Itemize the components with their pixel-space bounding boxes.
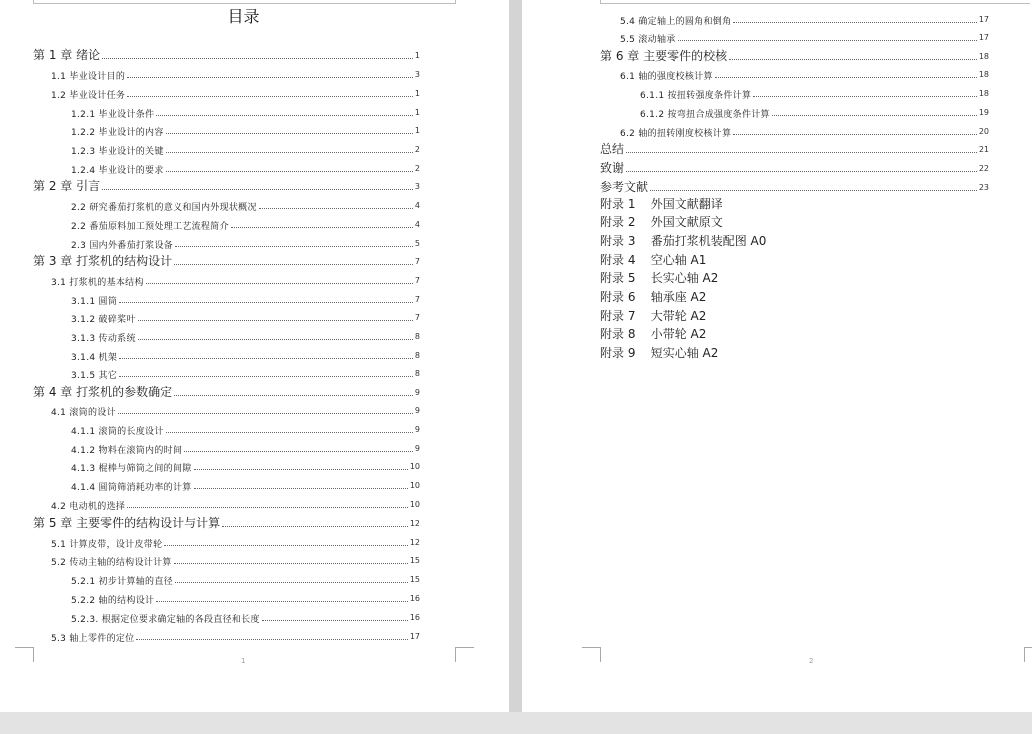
toc-entry-title: 5.2 传动主轴的结构设计计算 xyxy=(51,558,172,568)
toc-entry[interactable] xyxy=(71,419,420,437)
toc-entry-title: 4.1 滚筒的设计 xyxy=(51,408,116,418)
toc-page-number: 10 xyxy=(409,500,420,509)
page-number: 2 xyxy=(809,657,814,665)
toc-entry[interactable] xyxy=(33,382,420,400)
toc-entry[interactable] xyxy=(51,532,420,550)
toc-dot-leader xyxy=(733,134,976,135)
toc-entry[interactable] xyxy=(620,121,989,139)
appendix-item[interactable]: 附录 4 空心轴 A1 xyxy=(600,253,707,267)
toc-page-number: 2 xyxy=(414,145,420,154)
toc-dot-leader xyxy=(156,115,413,116)
toc-entry-title: 1.2 毕业设计任务 xyxy=(51,91,126,101)
toc-entry[interactable] xyxy=(71,326,420,344)
toc-dot-leader xyxy=(194,469,408,470)
toc-page-number: 20 xyxy=(978,127,989,136)
toc-entry[interactable] xyxy=(620,27,989,45)
toc-dot-leader xyxy=(119,358,413,359)
page-number: 1 xyxy=(241,657,246,665)
toc-entry[interactable] xyxy=(33,251,420,269)
toc-dot-leader xyxy=(138,320,413,321)
toc-entry-title: 第 4 章 打浆机的参数确定 xyxy=(33,385,173,399)
page-gap xyxy=(509,0,522,712)
toc-entry-title: 5.2.1 初步计算轴的直径 xyxy=(71,577,173,587)
toc-page-number: 7 xyxy=(414,313,420,322)
toc-entry-title: 5.5 滚动轴承 xyxy=(620,35,676,45)
toc-entry-title: 总结 xyxy=(600,142,625,156)
toc-dot-leader xyxy=(166,152,413,153)
toc-dot-leader xyxy=(127,507,408,508)
toc-dot-leader xyxy=(156,601,407,602)
toc-entry-title: 第 1 章 绪论 xyxy=(33,48,101,62)
toc-entry-title: 第 3 章 打浆机的结构设计 xyxy=(33,254,173,268)
toc-entry[interactable] xyxy=(600,158,989,176)
toc-entry[interactable] xyxy=(51,550,420,568)
toc-entry-title: 5.2.3. 根据定位要求确定轴的各段直径和长度 xyxy=(71,615,260,625)
toc-entry-title: 5.1 计算皮带，设计皮带轮 xyxy=(51,540,163,550)
toc-dot-leader xyxy=(626,152,977,153)
toc-entry-title: 3.1 打浆机的基本结构 xyxy=(51,278,144,288)
toc-entry[interactable] xyxy=(33,176,420,194)
toc-entry[interactable] xyxy=(71,214,420,232)
appendix-item[interactable]: 附录 2 外国文献原文 xyxy=(600,215,723,229)
crop-mark-bottom-left xyxy=(582,647,601,662)
toc-entry-title: 1.2.4 毕业设计的要求 xyxy=(71,166,164,176)
toc-entry-title: 4.1.4 圆筒筛消耗功率的计算 xyxy=(71,483,192,493)
toc-entry-title: 4.2 电动机的选择 xyxy=(51,502,126,512)
toc-entry[interactable] xyxy=(51,626,420,644)
toc-page-number: 1 xyxy=(414,126,420,135)
toc-entry[interactable] xyxy=(620,64,989,82)
toc-page-number: 12 xyxy=(409,519,420,528)
toc-entry-title: 2.2 番茄原料加工预处理工艺流程简介 xyxy=(71,222,229,232)
header-tick xyxy=(600,0,601,4)
toc-entry[interactable] xyxy=(71,569,420,587)
toc-entry[interactable] xyxy=(71,588,420,606)
toc-dot-leader xyxy=(146,283,413,284)
toc-entry[interactable] xyxy=(71,438,420,456)
toc-entry-title: 4.1.3 棍棒与筛筒之间的间隙 xyxy=(71,464,192,474)
toc-dot-leader xyxy=(166,133,413,134)
toc-entry[interactable] xyxy=(71,195,420,213)
toc-dot-leader xyxy=(231,227,413,228)
toc-dot-leader xyxy=(166,171,413,172)
appendix-item[interactable]: 附录 8 小带轮 A2 xyxy=(600,327,707,341)
toc-page-number: 7 xyxy=(414,276,420,285)
toc-entry[interactable] xyxy=(71,120,420,138)
toc-page-number: 1 xyxy=(414,89,420,98)
toc-entry[interactable] xyxy=(71,158,420,176)
toc-entry-title: 参考文献 xyxy=(600,180,649,194)
toc-entry-title: 4.1.2 物料在滚筒内的时间 xyxy=(71,446,183,456)
toc-dot-leader xyxy=(102,189,413,190)
toc-page-number: 21 xyxy=(978,145,989,154)
toc-page-number: 18 xyxy=(978,52,989,61)
toc-dot-leader xyxy=(164,545,407,546)
toc-page-number: 16 xyxy=(409,594,420,603)
toc-entry[interactable] xyxy=(71,345,420,363)
toc-entry-title: 6.1 轴的强度校核计算 xyxy=(620,72,713,82)
toc-entry[interactable] xyxy=(71,102,420,120)
toc-dot-leader xyxy=(175,582,408,583)
toc-entry[interactable] xyxy=(51,83,420,101)
toc-entry-title: 2.2 研究番茄打浆机的意义和国内外现状概况 xyxy=(71,203,257,213)
toc-title: 目录 xyxy=(227,7,260,26)
toc-dot-leader xyxy=(174,395,413,396)
toc-page-number: 17 xyxy=(409,632,420,641)
toc-dot-leader xyxy=(138,339,413,340)
crop-mark-bottom-left xyxy=(15,647,34,662)
toc-entry[interactable] xyxy=(600,139,989,157)
header-rule xyxy=(600,3,1030,4)
toc-entry[interactable] xyxy=(71,475,420,493)
toc-page-number: 18 xyxy=(978,89,989,98)
toc-page-number: 17 xyxy=(978,15,989,24)
toc-dot-leader xyxy=(127,96,413,97)
toc-dot-leader xyxy=(650,190,977,191)
toc-entry-title: 1.1 毕业设计目的 xyxy=(51,72,126,82)
toc-entry-title: 5.2.2 轴的结构设计 xyxy=(71,596,155,606)
toc-page-number: 8 xyxy=(414,332,420,341)
toc-page-number: 3 xyxy=(414,182,420,191)
toc-entry[interactable] xyxy=(600,46,989,64)
appendix-item[interactable]: 附录 5 长实心轴 A2 xyxy=(600,271,719,285)
toc-entry[interactable] xyxy=(600,177,989,195)
toc-dot-leader xyxy=(678,40,977,41)
toc-dot-leader xyxy=(175,246,413,247)
toc-entry-title: 6.1.1 按扭转强度条件计算 xyxy=(640,91,752,101)
toc-entry-title: 2.3 国内外番茄打浆设备 xyxy=(71,241,174,251)
toc-entry-title: 3.1.1 圆筒 xyxy=(71,297,118,307)
toc-dot-leader xyxy=(259,208,413,209)
toc-page-number: 9 xyxy=(414,444,420,453)
appendix-item[interactable]: 附录 3 番茄打浆机装配图 A0 xyxy=(600,234,767,248)
toc-entry-title: 3.1.2 破碎桨叶 xyxy=(71,315,136,325)
toc-page-number: 10 xyxy=(409,481,420,490)
toc-dot-leader xyxy=(715,77,977,78)
toc-dot-leader xyxy=(184,451,413,452)
toc-entry-title: 5.3 轴上零件的定位 xyxy=(51,634,135,644)
toc-page-number: 8 xyxy=(414,351,420,360)
toc-page-number: 7 xyxy=(414,295,420,304)
appendix-item[interactable]: 附录 1 外国文献翻译 xyxy=(600,197,723,211)
toc-entry-title: 致谢 xyxy=(600,161,625,175)
toc-entry-title: 3.1.5 其它 xyxy=(71,371,118,381)
toc-page-number: 10 xyxy=(409,462,420,471)
toc-entry-title: 6.2 轴的扭转刚度校核计算 xyxy=(620,129,732,139)
toc-dot-leader xyxy=(119,376,413,377)
crop-mark-bottom-right xyxy=(1024,647,1032,662)
toc-entry-title: 第 5 章 主要零件的结构设计与计算 xyxy=(33,516,221,530)
toc-page-number: 15 xyxy=(409,556,420,565)
toc-entry[interactable] xyxy=(71,289,420,307)
toc-dot-leader xyxy=(194,488,408,489)
bottom-scroll-area xyxy=(0,712,1032,734)
toc-page-number: 5 xyxy=(414,239,420,248)
toc-dot-leader xyxy=(174,563,408,564)
toc-page-number: 19 xyxy=(978,108,989,117)
toc-entry-title: 1.2.3 毕业设计的关键 xyxy=(71,147,164,157)
toc-page-number: 9 xyxy=(414,406,420,415)
toc-entry[interactable] xyxy=(71,233,420,251)
toc-entry[interactable] xyxy=(33,513,420,531)
appendix-item[interactable]: 附录 6 轴承座 A2 xyxy=(600,290,707,304)
toc-entry[interactable] xyxy=(51,400,420,418)
toc-page-number: 15 xyxy=(409,575,420,584)
appendix-item[interactable]: 附录 9 短实心轴 A2 xyxy=(600,346,719,360)
toc-dot-leader xyxy=(102,58,413,59)
document-page-1 xyxy=(0,0,509,712)
appendix-item[interactable]: 附录 7 大带轮 A2 xyxy=(600,309,707,323)
toc-page-number: 9 xyxy=(414,425,420,434)
toc-entry[interactable] xyxy=(620,9,989,27)
toc-entry[interactable] xyxy=(71,139,420,157)
toc-dot-leader xyxy=(119,302,413,303)
toc-page-number: 1 xyxy=(414,108,420,117)
toc-entry-title: 3.1.4 机架 xyxy=(71,353,118,363)
toc-dot-leader xyxy=(118,413,413,414)
toc-page-number: 4 xyxy=(414,201,420,210)
toc-entry-title: 3.1.3 传动系统 xyxy=(71,334,136,344)
toc-dot-leader xyxy=(729,59,977,60)
toc-page-number: 17 xyxy=(978,33,989,42)
toc-dot-leader xyxy=(166,432,413,433)
toc-dot-leader xyxy=(733,22,976,23)
crop-mark-bottom-right xyxy=(455,647,474,662)
toc-page-number: 22 xyxy=(978,164,989,173)
toc-page-number: 12 xyxy=(409,538,420,547)
toc-page-number: 18 xyxy=(978,70,989,79)
toc-entry[interactable] xyxy=(71,607,420,625)
toc-dot-leader xyxy=(222,526,408,527)
toc-dot-leader xyxy=(772,115,977,116)
toc-entry[interactable] xyxy=(71,363,420,381)
toc-dot-leader xyxy=(262,620,408,621)
toc-entry[interactable] xyxy=(71,456,420,474)
toc-entry[interactable] xyxy=(33,45,420,63)
toc-dot-leader xyxy=(626,171,977,172)
toc-entry[interactable] xyxy=(51,270,420,288)
toc-entry-title: 6.1.2 按弯扭合成强度条件计算 xyxy=(640,110,770,120)
toc-entry[interactable] xyxy=(640,102,989,120)
toc-dot-leader xyxy=(174,264,413,265)
toc-page-number: 23 xyxy=(978,183,989,192)
toc-dot-leader xyxy=(136,639,407,640)
toc-entry-title: 1.2.1 毕业设计条件 xyxy=(71,110,155,120)
toc-page-number: 16 xyxy=(409,613,420,622)
toc-dot-leader xyxy=(753,96,977,97)
toc-page-number: 3 xyxy=(414,70,420,79)
toc-entry[interactable] xyxy=(640,83,989,101)
toc-entry-title: 第 6 章 主要零件的校核 xyxy=(600,49,728,63)
toc-page-number: 4 xyxy=(414,220,420,229)
toc-page-number: 7 xyxy=(414,257,420,266)
toc-entry-title: 5.4 确定轴上的圆角和倒角 xyxy=(620,17,732,27)
toc-entry[interactable] xyxy=(51,64,420,82)
toc-entry-title: 第 2 章 引言 xyxy=(33,179,101,193)
toc-page-number: 8 xyxy=(414,369,420,378)
toc-entry[interactable] xyxy=(51,494,420,512)
toc-entry-title: 1.2.2 毕业设计的内容 xyxy=(71,128,164,138)
toc-entry-title: 4.1.1 滚筒的长度设计 xyxy=(71,427,164,437)
toc-page-number: 1 xyxy=(414,51,420,60)
toc-page-number: 9 xyxy=(414,388,420,397)
toc-dot-leader xyxy=(127,77,413,78)
toc-entry[interactable] xyxy=(71,307,420,325)
toc-page-number: 2 xyxy=(414,164,420,173)
